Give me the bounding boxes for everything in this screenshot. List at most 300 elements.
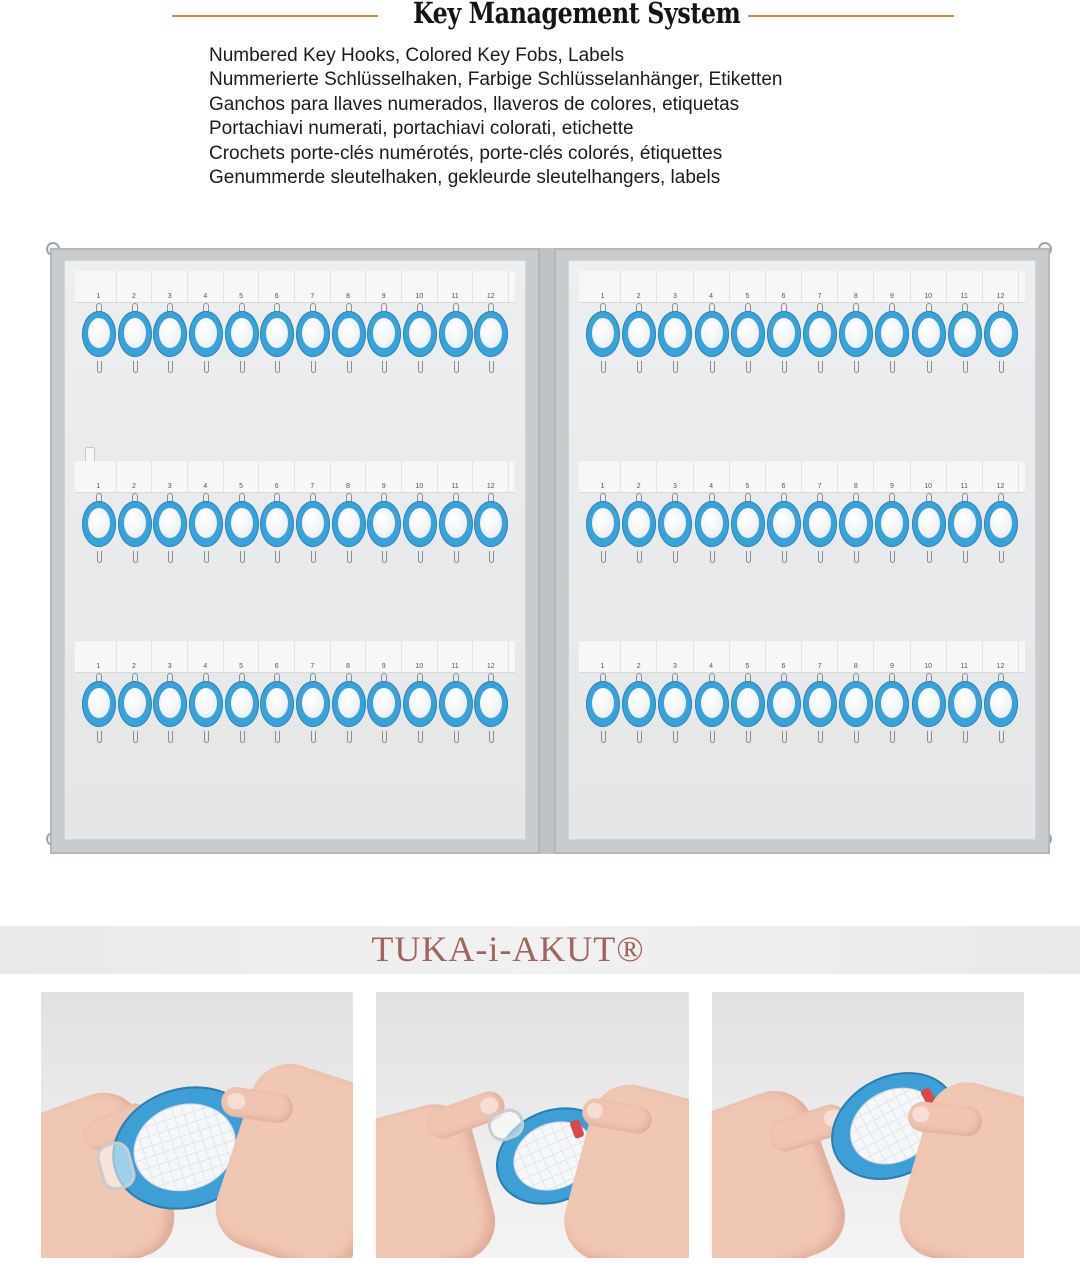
hook-icon (382, 731, 387, 743)
hook-number: 2 (132, 483, 136, 490)
hook-number-cell (730, 461, 766, 492)
key-fob-icon (260, 311, 294, 357)
key-fob-icon (189, 681, 223, 727)
hook-number: 6 (274, 293, 279, 300)
key-hook (947, 493, 983, 583)
photo-insert-label-2 (376, 992, 689, 1258)
key-hook (694, 673, 730, 763)
fob-row (81, 493, 509, 583)
key-fob-icon (474, 681, 508, 727)
key-fob-icon (332, 681, 366, 727)
hook-row (75, 641, 515, 791)
hook-number-cell (366, 461, 402, 492)
hook-icon (927, 551, 932, 563)
key-fob-icon (695, 501, 729, 547)
hook-icon (204, 731, 209, 743)
hook-number-cell (874, 461, 910, 492)
hook-icon (963, 551, 968, 563)
hook-icon (382, 361, 387, 373)
key-fob-icon (803, 501, 837, 547)
key-hook (621, 673, 657, 763)
hook-number: 3 (672, 293, 677, 300)
key-hook (331, 673, 367, 763)
hook-icon (240, 361, 245, 373)
feature-line-de: Nummerierte Schlüsselhaken, Farbige Schlüsselanhänger, Etiketten (209, 69, 783, 91)
fob-row (81, 673, 509, 763)
hook-number: 4 (709, 293, 714, 300)
key-hook (657, 303, 693, 393)
key-fob-icon (984, 681, 1018, 727)
hook-number: 5 (745, 293, 750, 300)
key-hook (585, 303, 621, 393)
hook-number: 2 (132, 293, 136, 300)
fingernail (226, 1092, 246, 1110)
hook-icon (782, 551, 787, 563)
hook-number-cell (224, 271, 260, 302)
key-fob-icon (332, 311, 366, 357)
hook-number-cell (331, 461, 367, 492)
hook-icon (746, 361, 751, 373)
hook-icon (97, 361, 102, 373)
hook-number-cell (947, 271, 983, 302)
hook-number-cell (802, 271, 838, 302)
hook-icon (275, 361, 280, 373)
hook-icon (854, 731, 859, 743)
feature-line-es: Ganchos para llaves numerados, llaveros de colores, etiquetas (209, 93, 740, 115)
hook-number-cell (730, 271, 766, 302)
hook-icon (133, 361, 138, 373)
hook-number: 11 (960, 663, 968, 670)
fob-row (585, 493, 1019, 583)
key-fob-icon (948, 501, 982, 547)
hook-number: 5 (239, 483, 243, 490)
hook-number-cell (259, 641, 295, 672)
hook-row (579, 641, 1025, 791)
key-fob-icon (153, 311, 187, 357)
hook-number-cell (152, 641, 188, 672)
key-hook (983, 303, 1019, 393)
hook-icon (454, 361, 459, 373)
hook-number-cell (766, 641, 802, 672)
door-panel (568, 260, 1036, 840)
key-fob-icon (731, 311, 765, 357)
hook-number: 5 (239, 663, 243, 670)
key-fob-icon (803, 681, 837, 727)
key-fob-icon (912, 311, 946, 357)
hook-number-cell (694, 641, 730, 672)
hook-icon (710, 361, 715, 373)
hook-icon (818, 551, 823, 563)
hook-number-cell (117, 271, 153, 302)
hook-number: 1 (600, 483, 605, 490)
key-fob-icon (439, 311, 473, 357)
key-fob-icon (82, 501, 116, 547)
hook-icon (818, 731, 823, 743)
key-fob-icon (695, 311, 729, 357)
hook-number: 7 (310, 483, 315, 490)
key-fob-icon (984, 501, 1018, 547)
hook-number: 11 (960, 293, 968, 300)
hook-number: 9 (890, 663, 894, 670)
hook-icon (673, 731, 678, 743)
key-fob-icon (367, 311, 401, 357)
key-hook (657, 673, 693, 763)
hook-number-strip (579, 461, 1025, 493)
hook-number: 12 (996, 483, 1005, 490)
key-hook (224, 673, 260, 763)
key-fob-icon (912, 681, 946, 727)
hook-number: 4 (709, 663, 714, 670)
key-fob-icon (82, 681, 116, 727)
hook-icon (710, 551, 715, 563)
key-fob-icon (367, 681, 401, 727)
hook-icon (347, 731, 352, 743)
key-hook (802, 493, 838, 583)
hook-number: 11 (451, 483, 459, 490)
hook-number-cell (983, 641, 1019, 672)
key-hook (473, 493, 509, 583)
fob-row (585, 673, 1019, 763)
key-fob-icon (948, 681, 982, 727)
key-fob-icon (839, 311, 873, 357)
key-hook (402, 673, 438, 763)
key-hook (331, 303, 367, 393)
hook-number: 10 (924, 663, 933, 670)
photo-insert-label-1 (41, 992, 353, 1258)
hook-number: 9 (890, 483, 894, 490)
hook-number-cell (874, 641, 910, 672)
hook-icon (890, 551, 895, 563)
hook-number: 5 (745, 483, 750, 490)
key-hook (874, 673, 910, 763)
key-hook (802, 673, 838, 763)
hook-number: 4 (709, 483, 714, 490)
key-hook (730, 303, 766, 393)
key-hook (838, 493, 874, 583)
key-hook (331, 493, 367, 583)
key-fob-icon (912, 501, 946, 547)
key-fob-icon (803, 311, 837, 357)
hook-number: 3 (167, 483, 172, 490)
hook-icon (454, 731, 459, 743)
hook-icon (311, 551, 316, 563)
fingernail (585, 1102, 603, 1120)
key-fob-icon (622, 501, 656, 547)
key-fob-icon (189, 311, 223, 357)
hook-icon (97, 551, 102, 563)
key-fob-icon (225, 501, 259, 547)
hook-number-strip (579, 641, 1025, 673)
hook-number: 10 (415, 663, 424, 670)
key-fob-icon (332, 501, 366, 547)
hook-number: 8 (346, 293, 350, 300)
key-fob-icon (622, 681, 656, 727)
hook-number-cell (188, 641, 224, 672)
key-fob-icon (296, 681, 330, 727)
key-hook (730, 493, 766, 583)
key-hook (438, 673, 474, 763)
hook-number: 2 (636, 483, 641, 490)
key-hook (259, 303, 295, 393)
hook-number-cell (621, 641, 657, 672)
key-hook (585, 493, 621, 583)
key-hook (473, 673, 509, 763)
key-hook (259, 673, 295, 763)
key-hook (585, 673, 621, 763)
hook-icon (240, 731, 245, 743)
hook-number-cell (295, 461, 331, 492)
key-fob-icon (260, 681, 294, 727)
hook-number-cell (911, 641, 947, 672)
key-hook (947, 673, 983, 763)
hook-icon (746, 551, 751, 563)
key-fob-icon (839, 681, 873, 727)
hook-icon (601, 361, 606, 373)
hook-number: 1 (96, 483, 101, 490)
hook-number-cell (81, 461, 117, 492)
hook-number-cell (152, 461, 188, 492)
hook-icon (133, 551, 138, 563)
feature-line-en: Numbered Key Hooks, Colored Key Fobs, Labels (209, 45, 625, 66)
hook-number: 8 (853, 293, 858, 300)
hook-number: 5 (239, 293, 243, 300)
key-fob-icon (767, 681, 801, 727)
key-hook (81, 303, 117, 393)
hook-icon (454, 551, 459, 563)
hook-icon (963, 731, 968, 743)
hook-number: 8 (346, 663, 350, 670)
hook-number: 12 (486, 483, 495, 490)
hook-icon (999, 731, 1004, 743)
key-hook (911, 303, 947, 393)
hook-number-cell (152, 271, 188, 302)
key-fob-icon (403, 681, 437, 727)
hook-number: 3 (672, 663, 677, 670)
hook-number: 7 (310, 663, 315, 670)
key-hook (438, 493, 474, 583)
key-hook (438, 303, 474, 393)
hook-number: 3 (672, 483, 677, 490)
key-hook (402, 493, 438, 583)
key-fob-icon (875, 311, 909, 357)
key-hook (657, 493, 693, 583)
hook-icon (311, 731, 316, 743)
hook-number: 7 (817, 293, 822, 300)
key-hook (295, 673, 331, 763)
hook-number: 10 (924, 293, 933, 300)
key-hook (117, 303, 153, 393)
hook-number-cell (224, 641, 260, 672)
hook-number-cell (402, 641, 438, 672)
hook-number-cell (473, 271, 509, 302)
hook-number-cell (224, 461, 260, 492)
hook-number: 2 (636, 663, 641, 670)
hook-number-cell (838, 271, 874, 302)
fob-row (585, 303, 1019, 393)
hook-icon (240, 551, 245, 563)
hook-number-cell (802, 461, 838, 492)
hook-number-cell (766, 271, 802, 302)
hook-number-cell (402, 461, 438, 492)
hook-number: 10 (415, 293, 424, 300)
hook-number-cell (81, 271, 117, 302)
key-hook (911, 673, 947, 763)
title-rule-left (172, 15, 378, 17)
hook-icon (489, 361, 494, 373)
hook-number: 11 (960, 483, 968, 490)
hook-icon (601, 551, 606, 563)
key-fob-icon (586, 501, 620, 547)
key-hook (838, 673, 874, 763)
hook-icon (275, 731, 280, 743)
hook-number-cell (366, 641, 402, 672)
photo-insert-label-3 (712, 992, 1024, 1258)
hook-number: 8 (346, 483, 350, 490)
door-hinge (540, 248, 554, 854)
key-fob-icon (296, 311, 330, 357)
fingernail (912, 1106, 931, 1124)
key-fob-icon (118, 681, 152, 727)
key-hook (366, 673, 402, 763)
key-fob-icon (367, 501, 401, 547)
hook-number: 7 (310, 293, 315, 300)
hook-number-cell (188, 461, 224, 492)
key-hook (947, 303, 983, 393)
hook-number-strip (75, 641, 515, 673)
key-fob-icon (474, 311, 508, 357)
hook-icon (637, 361, 642, 373)
key-hook (224, 303, 260, 393)
key-fob-icon (586, 311, 620, 357)
hook-number: 4 (203, 663, 208, 670)
hook-number-cell (657, 271, 693, 302)
hook-icon (347, 361, 352, 373)
key-fob-icon (875, 681, 909, 727)
hook-icon (890, 361, 895, 373)
key-fob-icon (118, 501, 152, 547)
key-fob-icon (118, 311, 152, 357)
key-fob-icon (767, 501, 801, 547)
key-fob-icon (474, 501, 508, 547)
key-cabinet (44, 240, 1056, 862)
key-hook (81, 673, 117, 763)
hook-icon (746, 731, 751, 743)
key-hook (117, 493, 153, 583)
hook-number-strip (75, 271, 515, 303)
title-rule-right (748, 15, 954, 17)
hook-icon (418, 551, 423, 563)
key-fob-icon (948, 311, 982, 357)
hook-icon (782, 731, 787, 743)
hook-icon (637, 551, 642, 563)
key-hook (117, 673, 153, 763)
hook-number: 6 (274, 663, 279, 670)
hook-icon (489, 731, 494, 743)
hook-number: 6 (781, 293, 786, 300)
hook-number-cell (621, 461, 657, 492)
hook-number: 11 (451, 293, 459, 300)
hook-number: 4 (203, 483, 208, 490)
key-fob-icon (767, 311, 801, 357)
hook-number: 10 (415, 483, 424, 490)
door-panel (64, 260, 526, 840)
key-hook (152, 493, 188, 583)
hook-icon (999, 551, 1004, 563)
hook-number-cell (585, 461, 621, 492)
key-fob-icon (439, 681, 473, 727)
key-hook (802, 303, 838, 393)
hook-row (75, 461, 515, 611)
hook-number: 4 (203, 293, 208, 300)
hook-number-cell (117, 641, 153, 672)
hook-number: 12 (486, 663, 495, 670)
hook-number-cell (802, 641, 838, 672)
key-hook (224, 493, 260, 583)
key-hook (366, 493, 402, 583)
key-fob-icon (622, 311, 656, 357)
cabinet-door-left (50, 248, 540, 854)
hook-icon (168, 361, 173, 373)
key-fob-icon (225, 681, 259, 727)
key-fob-icon (658, 311, 692, 357)
hook-number-strip (75, 461, 515, 493)
hook-row (579, 461, 1025, 611)
hook-number-cell (259, 461, 295, 492)
key-hook (259, 493, 295, 583)
hook-number: 7 (817, 483, 822, 490)
hook-icon (927, 731, 932, 743)
hook-icon (927, 361, 932, 373)
hook-icon (418, 731, 423, 743)
hook-icon (818, 361, 823, 373)
key-fob-icon (296, 501, 330, 547)
key-fob-icon (403, 501, 437, 547)
hook-icon (854, 361, 859, 373)
hook-number-cell (81, 641, 117, 672)
key-hook (81, 493, 117, 583)
hook-number-cell (473, 641, 509, 672)
hook-icon (418, 361, 423, 373)
hook-number-cell (983, 271, 1019, 302)
key-hook (874, 493, 910, 583)
key-hook (366, 303, 402, 393)
key-hook (621, 303, 657, 393)
hook-number: 8 (853, 663, 858, 670)
hook-number: 6 (781, 483, 786, 490)
key-hook (694, 303, 730, 393)
hook-number-cell (947, 641, 983, 672)
hook-number-cell (585, 271, 621, 302)
key-hook (911, 493, 947, 583)
hook-number: 1 (96, 293, 101, 300)
hook-number-cell (331, 271, 367, 302)
hook-row (579, 271, 1025, 421)
key-fob-icon (403, 311, 437, 357)
key-hook (983, 673, 1019, 763)
key-fob-icon (586, 681, 620, 727)
hook-number-strip (579, 271, 1025, 303)
key-hook (874, 303, 910, 393)
hook-number: 9 (890, 293, 894, 300)
key-hook (730, 673, 766, 763)
hook-number-cell (694, 271, 730, 302)
hook-number-cell (585, 641, 621, 672)
hook-icon (97, 731, 102, 743)
hook-number-cell (911, 271, 947, 302)
hook-number-cell (438, 271, 474, 302)
key-fob-icon (439, 501, 473, 547)
hook-icon (782, 361, 787, 373)
